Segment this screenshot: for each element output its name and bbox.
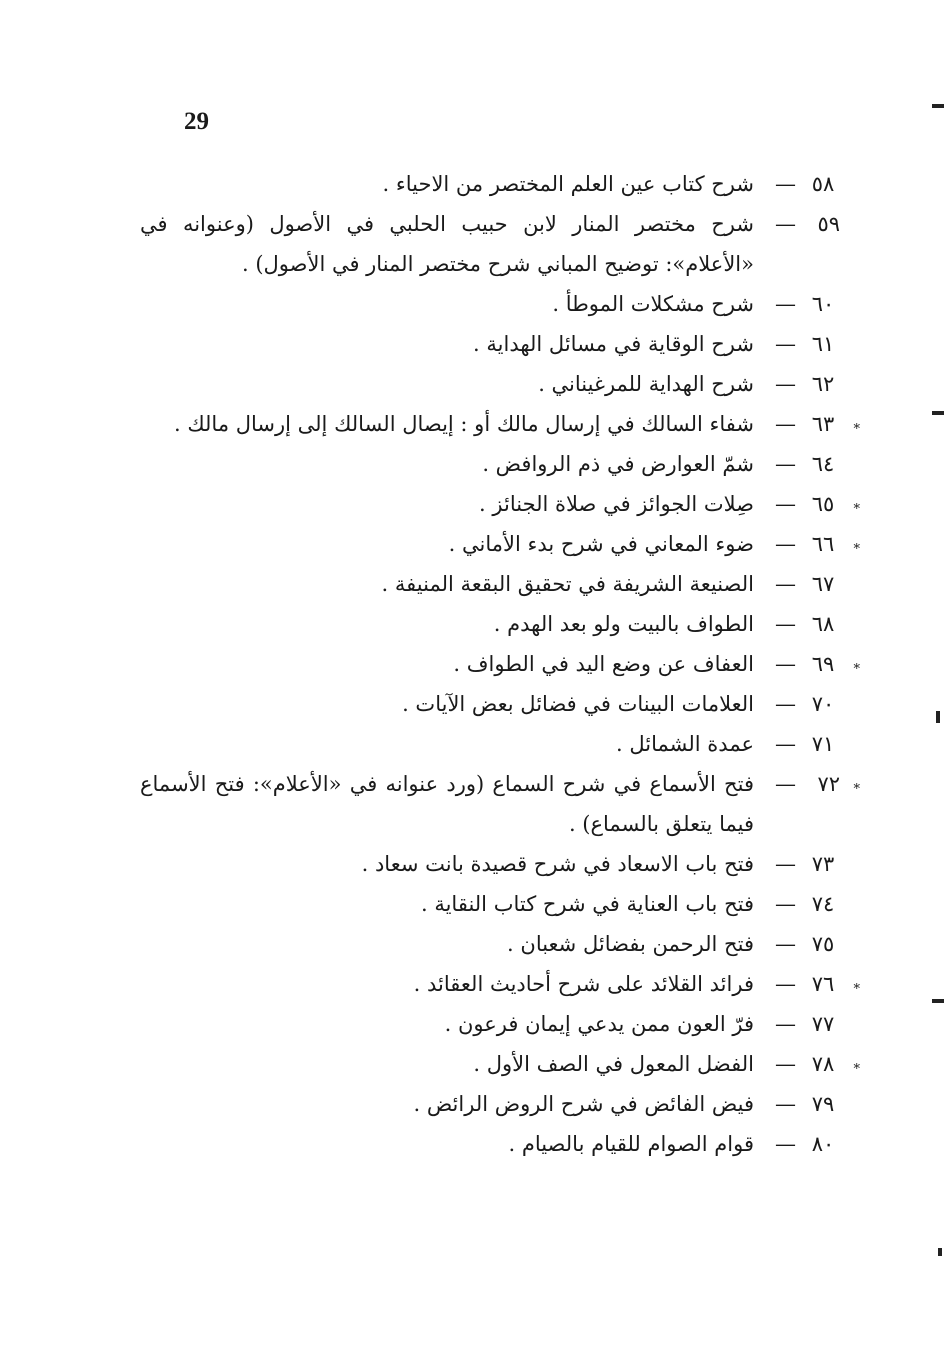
list-item bbox=[140, 644, 860, 684]
entry-number: ٥٩ bbox=[817, 212, 840, 236]
entry-title: شرح الوقاية في مسائل الهداية . bbox=[473, 332, 754, 356]
entry-dash: — bbox=[775, 332, 796, 356]
entry-title: شرح مختصر المنار لابن حبيب الحلبي في الأصول (وعنوانه في «الأعلام»: توضيح المباني شرح مختصر المنار في الأصول) . bbox=[140, 212, 754, 276]
entry-dash: — bbox=[775, 212, 796, 236]
entry-title: فتح الرحمن بفضائل شعبان . bbox=[507, 932, 754, 956]
entry-dash: — bbox=[775, 852, 796, 876]
entry-dash: — bbox=[775, 532, 796, 556]
list-item bbox=[140, 484, 860, 524]
list-item bbox=[140, 1084, 840, 1124]
entry-number: ٧٣ bbox=[811, 852, 835, 876]
entry-dash: — bbox=[775, 292, 796, 316]
list-item bbox=[140, 964, 860, 1004]
list-item bbox=[140, 884, 840, 924]
list-item bbox=[140, 324, 840, 364]
list-item bbox=[140, 164, 840, 204]
entry-number: ٧٥ bbox=[811, 932, 835, 956]
entry-dash: — bbox=[775, 1052, 796, 1076]
page-number: 29 bbox=[184, 108, 209, 135]
entry-number: ٦٥ bbox=[811, 492, 835, 516]
star-marker: * bbox=[853, 662, 860, 677]
entry-number: ٧٦ bbox=[811, 972, 835, 996]
entry-title: فتح الأسماع في شرح السماع (ورد عنوانه في «الأعلام»: فتح الأسماع فيما يتعلق بالسماع) . bbox=[140, 772, 754, 836]
entry-number: ٦٤ bbox=[811, 452, 835, 476]
entry-dash: — bbox=[775, 732, 796, 756]
list-item bbox=[140, 444, 840, 484]
list-item bbox=[140, 844, 840, 884]
list-item bbox=[140, 924, 840, 964]
entry-number: ٧١ bbox=[811, 732, 835, 756]
list-item bbox=[140, 364, 840, 404]
entry-title: صِلات الجوائز في صلاة الجنائز . bbox=[479, 492, 754, 516]
entry-number: ٧٨ bbox=[811, 1052, 835, 1076]
entry-list bbox=[140, 164, 860, 1164]
entry-dash: — bbox=[775, 1132, 796, 1156]
entry-title: الفضل المعول في الصف الأول . bbox=[473, 1052, 754, 1076]
entry-number: ٦٣ bbox=[811, 412, 835, 436]
entry-number: ٧٠ bbox=[811, 692, 835, 716]
margin-mark bbox=[932, 104, 944, 108]
entry-dash: — bbox=[775, 892, 796, 916]
list-item bbox=[140, 564, 840, 604]
star-marker: * bbox=[853, 422, 860, 437]
entry-title: فتح باب الاسعاد في شرح قصيدة بانت سعاد . bbox=[361, 852, 754, 876]
entry-title: الصنيعة الشريفة في تحقيق البقعة المنيفة . bbox=[381, 572, 754, 596]
entry-dash: — bbox=[775, 652, 796, 676]
list-item bbox=[140, 524, 860, 564]
entry-dash: — bbox=[775, 1012, 796, 1036]
entry-dash: — bbox=[775, 612, 796, 636]
list-item bbox=[140, 604, 840, 644]
entry-number: ٧٤ bbox=[811, 892, 835, 916]
entry-number: ٦٧ bbox=[811, 572, 835, 596]
entry-number: ٧٢ bbox=[817, 772, 840, 796]
entry-dash: — bbox=[775, 1092, 796, 1116]
entry-title: فتح باب العناية في شرح كتاب النقاية . bbox=[420, 892, 754, 916]
star-marker: * bbox=[853, 542, 860, 557]
list-item bbox=[140, 684, 840, 724]
entry-title: شمّ العوارض في ذم الروافض . bbox=[482, 452, 754, 476]
entry-number: ٦١ bbox=[811, 332, 835, 356]
entry-title: فيض الفائض في شرح الروض الرائض . bbox=[413, 1092, 754, 1116]
margin-mark bbox=[932, 411, 944, 415]
margin-mark bbox=[938, 1248, 942, 1256]
entry-dash: — bbox=[775, 692, 796, 716]
entry-title: شفاء السالك في إرسال مالك أو : إيصال السالك إلى إرسال مالك . bbox=[173, 412, 754, 436]
entry-number: ٦٠ bbox=[811, 292, 835, 316]
star-marker: * bbox=[853, 982, 860, 997]
entry-number: ٦٢ bbox=[811, 372, 835, 396]
entry-title: العلامات البينات في فضائل بعض الآيات . bbox=[402, 692, 754, 716]
list-item bbox=[140, 404, 860, 444]
entry-number: ٧٧ bbox=[811, 1012, 835, 1036]
entry-title: فرائد القلائد على شرح أحاديث العقائد . bbox=[413, 972, 754, 996]
entry-dash: — bbox=[775, 932, 796, 956]
star-marker: * bbox=[853, 782, 860, 797]
entry-title: عمدة الشمائل . bbox=[616, 732, 754, 756]
entry-number: ٦٨ bbox=[811, 612, 835, 636]
entry-title: فرّ العون ممن يدعي إيمان فرعون . bbox=[444, 1012, 754, 1036]
entry-dash: — bbox=[775, 492, 796, 516]
list-item bbox=[140, 284, 840, 324]
entry-title: الطواف بالبيت ولو بعد الهدم . bbox=[493, 612, 754, 636]
entry-number: ٦٦ bbox=[811, 532, 835, 556]
list-item bbox=[140, 1124, 840, 1164]
star-marker: * bbox=[853, 502, 860, 517]
entry-title: قوام الصوام للقيام بالصيام . bbox=[508, 1132, 754, 1156]
entry-dash: — bbox=[775, 572, 796, 596]
star-marker: * bbox=[853, 1062, 860, 1077]
entry-dash: — bbox=[775, 372, 796, 396]
entry-title: شرح مشكلات الموطأ . bbox=[552, 292, 754, 316]
entry-title: شرح الهداية للمرغيناني . bbox=[538, 372, 754, 396]
entry-dash: — bbox=[775, 172, 796, 196]
entry-number: ٥٨ bbox=[811, 172, 835, 196]
entry-title: ضوء المعاني في شرح بدء الأماني . bbox=[448, 532, 754, 556]
margin-mark bbox=[936, 711, 940, 723]
entry-title: شرح كتاب عين العلم المختصر من الاحياء . bbox=[382, 172, 754, 196]
entry-number: ٨٠ bbox=[811, 1132, 835, 1156]
entry-dash: — bbox=[775, 452, 796, 476]
entry-dash: — bbox=[775, 972, 796, 996]
list-item bbox=[140, 204, 840, 284]
entry-dash: — bbox=[775, 412, 796, 436]
list-item bbox=[140, 1044, 860, 1084]
list-item bbox=[140, 724, 840, 764]
entry-dash: — bbox=[775, 772, 796, 796]
entry-number: ٧٩ bbox=[811, 1092, 835, 1116]
margin-mark bbox=[932, 999, 944, 1003]
entry-title: العفاف عن وضع اليد في الطواف . bbox=[453, 652, 754, 676]
list-item bbox=[140, 1004, 840, 1044]
entry-number: ٦٩ bbox=[811, 652, 835, 676]
list-item bbox=[140, 764, 860, 844]
